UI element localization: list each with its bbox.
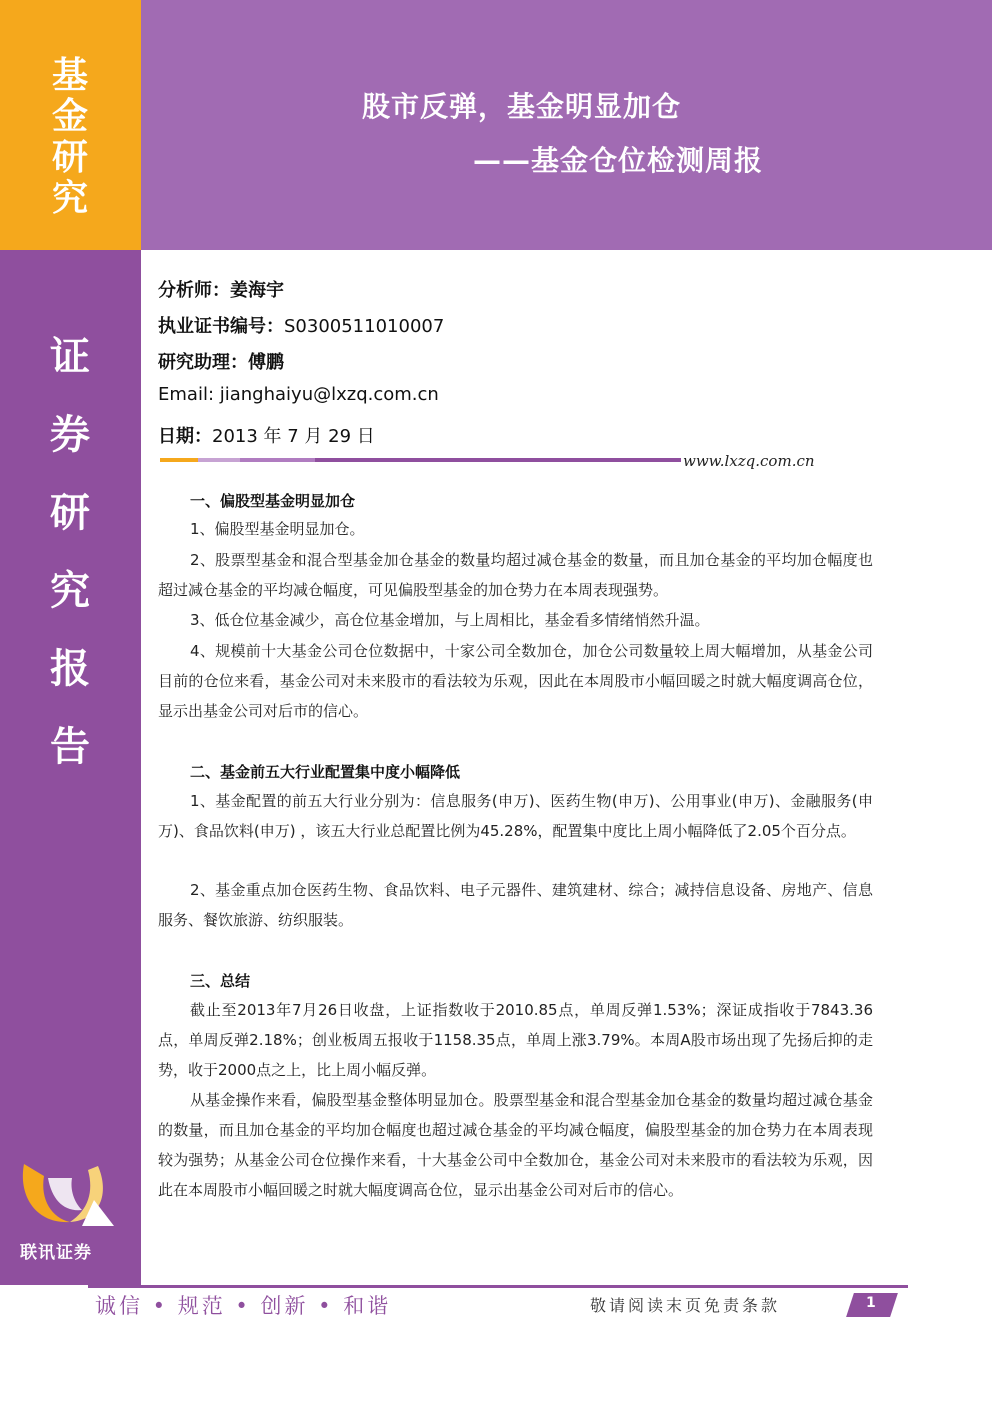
analyst-name: 姜海宇 — [230, 280, 284, 301]
label-char: 究 — [50, 568, 90, 614]
label-char: 研 — [51, 137, 88, 178]
email-label: Email: — [158, 384, 220, 405]
analyst-label: 分析师： — [158, 280, 230, 301]
divider-segment — [315, 458, 681, 462]
label-char: 研 — [50, 490, 90, 536]
footer-disclaimer: 敬请阅读末页免责条款 — [590, 1296, 781, 1315]
section-1-heading: 一、偏股型基金明显加仓 — [190, 492, 356, 510]
email-link[interactable]: jianghaiyu@lxzq.com.cn — [219, 384, 439, 405]
cert-number: S0300511010007 — [284, 316, 445, 337]
report-subtitle: ——基金仓位检测周报 — [473, 144, 764, 177]
section-1-para-2: 2、股票型基金和混合型基金加仓基金的数量均超过减仓基金的数量，而且加仓基金的平均加仓幅度也超过减仓基金的平均减仓幅度，可见偏股型基金的加仓势力在本周表现强势。 — [158, 551, 873, 599]
header-band — [141, 0, 992, 250]
cert-label: 执业证书编号： — [158, 316, 284, 337]
page-number: 1 — [866, 1295, 876, 1311]
divider-segment — [198, 458, 240, 462]
footer-motto: 诚信 • 规范 • 创新 • 和谐 — [95, 1294, 392, 1318]
securities-report-label — [40, 318, 100, 786]
divider-segment — [160, 458, 198, 462]
report-title: 股市反弹，基金明显加仓 — [362, 90, 682, 123]
label-char: 究 — [51, 178, 88, 219]
section-2-para-2: 2、基金重点加仓医药生物、食品饮料、电子元器件、建筑建材、综合；减持信息设备、房地产、信息服务、餐饮旅游、纺织服装。 — [158, 881, 873, 929]
fund-research-label — [42, 55, 98, 219]
section-1-para-4: 4、规模前十大基金公司仓位数据中，十家公司全数加仓，加仓公司数量较上周大幅增加，从基金公司目前的仓位来看，基金公司对未来股市的看法较为乐观，因此在本周股市小幅回暖之时就大幅度调高仓位，显示出基金公司对后市的信心。 — [158, 642, 873, 720]
label-char: 基 — [51, 55, 88, 96]
label-char: 报 — [50, 646, 90, 692]
section-3-heading: 三、总结 — [190, 972, 251, 990]
date-line — [158, 422, 375, 448]
assistant-line — [158, 348, 284, 374]
cert-line — [158, 312, 444, 338]
section-2-heading: 二、基金前五大行业配置集中度小幅降低 — [190, 763, 461, 781]
footer-divider — [88, 1285, 908, 1288]
assistant-label: 研究助理： — [158, 352, 248, 373]
label-char: 告 — [50, 724, 90, 770]
website-link[interactable]: www.lxzq.com.cn — [683, 452, 815, 470]
divider-segment — [240, 458, 315, 462]
date-label: 日期： — [158, 426, 212, 447]
label-char: 券 — [50, 412, 90, 458]
section-2-para-1: 1、基金配置的前五大行业分别为：信息服务(申万)、医药生物(申万)、公用事业(申万)、金融服务(申万)、食品饮料(申万) ，该五大行业总配置比例为45.28%，配置集中度比上周小幅降低了2.05个百分点。 — [158, 792, 873, 840]
company-logo-icon — [18, 1160, 118, 1230]
assistant-name: 傅鹏 — [248, 352, 284, 373]
section-1-para-1: 1、偏股型基金明显加仓。 — [190, 520, 365, 538]
label-char: 金 — [51, 96, 88, 137]
section-3-para-2: 从基金操作来看，偏股型基金整体明显加仓。股票型基金和混合型基金加仓基金的数量均超过减仓基金的数量，而且加仓基金的平均加仓幅度也超过减仓基金的平均减仓幅度，偏股型基金的加仓势力在本周表现较为强势；从基金公司仓位操作来看，十大基金公司中全数加仓，基金公司对未来股市的看法较为乐观，因此在本周股市小幅回暖之时就大幅度调高仓位，显示出基金公司对后市的信心。 — [158, 1091, 873, 1199]
company-logo-text: 联讯证券 — [20, 1243, 92, 1263]
email-line — [158, 384, 439, 405]
section-3-para-1: 截止至2013年7月26日收盘，上证指数收于2010.85点，单周反弹1.53%；深证成指收于7843.36点，单周反弹2.18%；创业板周五报收于1158.35点，单周上涨3.79%。本周A股市场出现了先扬后抑的走势，收于2000点之上，比上周小幅反弹。 — [158, 1001, 873, 1079]
analyst-line — [158, 276, 284, 302]
date-value: 2013 年 7 月 29 日 — [212, 426, 375, 447]
label-char: 证 — [50, 334, 90, 380]
section-1-para-3: 3、低仓位基金减少，高仓位基金增加，与上周相比，基金看多情绪悄然升温。 — [190, 611, 710, 629]
